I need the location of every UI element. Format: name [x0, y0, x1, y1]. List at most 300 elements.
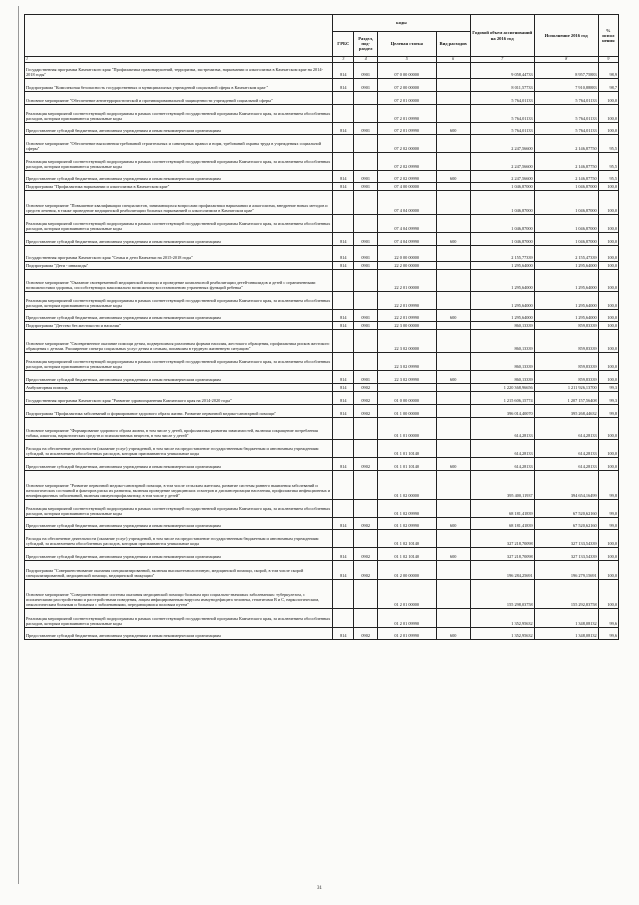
- row-grbs: 814: [333, 627, 354, 639]
- row-percent: 99,8: [598, 470, 618, 499]
- row-grbs: 814: [333, 547, 354, 560]
- row-annual-volume: 155 298,03758: [470, 579, 534, 608]
- column-number: 5: [377, 57, 436, 63]
- table-row: [25, 62, 619, 78]
- row-expense-type: [436, 329, 470, 352]
- row-execution: 1 046,87000: [534, 214, 598, 232]
- row-section: [354, 291, 377, 309]
- row-percent: 100,0: [598, 122, 618, 134]
- row-section: 0902: [354, 404, 377, 417]
- row-section: [354, 499, 377, 517]
- row-target-article: 07 2 00 00000: [377, 78, 436, 91]
- table-row: [25, 170, 619, 182]
- row-execution: 2 146,87750: [534, 170, 598, 182]
- row-execution: 67 520,62160: [534, 499, 598, 517]
- row-execution: 1 295,64000: [534, 309, 598, 321]
- row-percent: 100,0: [598, 529, 618, 547]
- row-annual-volume: 1 295,64000: [470, 269, 534, 291]
- expense-type-header: Вид расходов: [436, 31, 470, 57]
- row-execution: 1 046,87000: [534, 182, 598, 190]
- row-annual-volume: 1 295,64000: [470, 309, 534, 321]
- row-target-article: [377, 383, 436, 391]
- row-percent: 100,0: [598, 269, 618, 291]
- row-target-article: 01 1 02 00000: [377, 470, 436, 499]
- row-section: [354, 529, 377, 547]
- row-name: Предоставление субсидий бюджетным, автономным учреждениям и иным некоммерческим организациям: [25, 170, 333, 182]
- table-row: [25, 182, 619, 190]
- table-row: [25, 190, 619, 214]
- row-target-article: 22 2 00 00000: [377, 261, 436, 269]
- row-name: Предоставление субсидий бюджетным, автономным учреждениям и иным некоммерческим организациям: [25, 547, 333, 560]
- row-section: [354, 190, 377, 214]
- row-grbs: 814: [333, 517, 354, 529]
- row-percent: 100,0: [598, 417, 618, 439]
- row-section: 0901: [354, 370, 377, 383]
- row-grbs: 814: [333, 391, 354, 404]
- row-annual-volume: 395 400,11937: [470, 470, 534, 499]
- row-expense-type: [436, 560, 470, 579]
- row-grbs: 814: [333, 309, 354, 321]
- row-section: 0901: [354, 245, 377, 261]
- row-execution: 1 348,08132: [534, 608, 598, 627]
- row-execution: 859,83339: [534, 370, 598, 383]
- row-target-article: 07 4 00 00000: [377, 182, 436, 190]
- row-execution: 395 268,44632: [534, 404, 598, 417]
- row-expense-type: 600: [436, 170, 470, 182]
- row-target-article: 22 3 00 00000: [377, 321, 436, 329]
- row-execution: 1 046,87000: [534, 232, 598, 245]
- table-row: [25, 391, 619, 404]
- row-target-article: 07 2 01 00000: [377, 91, 436, 104]
- table-row: [25, 608, 619, 627]
- row-section: 0901: [354, 182, 377, 190]
- row-target-article: 01 2 01 00000: [377, 579, 436, 608]
- row-grbs: 814: [333, 261, 354, 269]
- row-target-article: 01 2 01 09990: [377, 627, 436, 639]
- table-body: [25, 62, 619, 639]
- row-target-article: 01 1 01 10140: [377, 439, 436, 457]
- grbs-header: ГРБС: [333, 31, 354, 57]
- row-name: Государственная программа Камчатского края "Профилактика правонарушений, терроризма, экстремизма, наркомании и алкоголизма в Камчатском крае на 2014-2018 годы": [25, 62, 333, 78]
- annual-volume-header: Годовой объем ассигнований на 2016 год: [470, 15, 534, 57]
- row-name: Предоставление субсидий бюджетным, автономным учреждениям и иным некоммерческим организациям: [25, 457, 333, 470]
- column-number: 6: [436, 57, 470, 63]
- table-row: [25, 122, 619, 134]
- row-name: Основное мероприятие "Формирование здорового образа жизни, в том числе у детей, профилактика развития зависимостей, включая сокращение потребления табака, алкоголя, наркотических средств и психоактивных веществ, в том числе у детей": [25, 417, 333, 439]
- row-annual-volume: 614,28133: [470, 457, 534, 470]
- row-target-article: 07 4 04 00000: [377, 190, 436, 214]
- row-grbs: [333, 329, 354, 352]
- row-execution: 1 207 157,56408: [534, 391, 598, 404]
- table-row: [25, 309, 619, 321]
- row-name: Расходы на обеспечение деятельности (оказание услуг) учреждений, в том числе на предоставление государственным бюджетным и автономным учреждениям субсидий, за исключением обособленных расходов, которым присваиваются уникальные коды: [25, 529, 333, 547]
- row-annual-volume: 2 247,56600: [470, 152, 534, 170]
- row-section: 0901: [354, 78, 377, 91]
- row-grbs: [333, 91, 354, 104]
- row-expense-type: 600: [436, 309, 470, 321]
- row-execution: 7 910,88883: [534, 78, 598, 91]
- row-grbs: [333, 190, 354, 214]
- row-annual-volume: 1 352,95632: [470, 608, 534, 627]
- row-name: Предоставление субсидий бюджетным, автономным учреждениям и иным некоммерческим организациям: [25, 517, 333, 529]
- row-target-article: 22 0 00 00000: [377, 245, 436, 261]
- row-annual-volume: 196 284,25691: [470, 560, 534, 579]
- table-row: [25, 547, 619, 560]
- row-target-article: 07 0 00 00000: [377, 62, 436, 78]
- row-expense-type: [436, 383, 470, 391]
- row-annual-volume: 1 046,87000: [470, 214, 534, 232]
- row-annual-volume: 9 058,44733: [470, 62, 534, 78]
- row-grbs: [333, 152, 354, 170]
- row-grbs: [333, 470, 354, 499]
- row-target-article: 07 2 02 09990: [377, 152, 436, 170]
- row-target-article: 07 2 02 09990: [377, 170, 436, 182]
- row-section: [354, 269, 377, 291]
- row-annual-volume: 860,13339: [470, 321, 534, 329]
- row-section: 0901: [354, 170, 377, 182]
- row-execution: 67 520,62160: [534, 517, 598, 529]
- row-percent: 100,0: [598, 291, 618, 309]
- row-percent: 100,0: [598, 182, 618, 190]
- column-number: 7: [470, 57, 534, 63]
- row-grbs: 814: [333, 370, 354, 383]
- row-name: Основное мероприятие "Совершенствование системы оказания медицинской помощи больным при социально-значимых заболеваниях: туберкулезом, с психическими расстройствами и расстройствами поведения, лицам инфицированным вирусом иммунодефицита человека, гепатитами В и С, наркологическим, онкологическим больным и больным с заболеваниями, передающимися половым путем": [25, 579, 333, 608]
- row-execution: 859,83339: [534, 329, 598, 352]
- row-execution: 859,83339: [534, 352, 598, 370]
- row-section: 0902: [354, 457, 377, 470]
- row-expense-type: 600: [436, 547, 470, 560]
- row-execution: 2 155,47339: [534, 245, 598, 261]
- row-percent: 100,0: [598, 104, 618, 122]
- row-target-article: 07 4 04 09990: [377, 232, 436, 245]
- row-target-article: 01 2 00 00000: [377, 560, 436, 579]
- row-name: Основное мероприятие "Обеспечение антитеррористической и противокриминальной защищенности учреждений социальной сферы": [25, 91, 333, 104]
- table-row: [25, 152, 619, 170]
- row-target-article: 01 1 00 00000: [377, 404, 436, 417]
- row-expense-type: [436, 190, 470, 214]
- row-percent: 100,0: [598, 370, 618, 383]
- row-execution: 1 211 926,13700: [534, 383, 598, 391]
- row-expense-type: [436, 404, 470, 417]
- row-target-article: 01 1 02 09990: [377, 499, 436, 517]
- row-name: Реализация мероприятий соответствующей подпрограммы в рамках соответствующей государственной программы Камчатского края, за исключением обособленных расходов, которым присваиваются уникальные коды: [25, 499, 333, 517]
- row-execution: 196 279,15691: [534, 560, 598, 579]
- row-execution: 8 957,75883: [534, 62, 598, 78]
- page-number: 31: [317, 886, 322, 891]
- row-name: Государственная программа Камчатского края "Семья и дети Камчатки на 2015-2018 годы": [25, 245, 333, 261]
- table-row: [25, 439, 619, 457]
- row-target-article: 22 2 01 00000: [377, 269, 436, 291]
- table-row: [25, 579, 619, 608]
- row-percent: 100,0: [598, 245, 618, 261]
- column-number: 1: [25, 57, 333, 63]
- row-annual-volume: 1 046,87000: [470, 190, 534, 214]
- row-execution: 614,28133: [534, 457, 598, 470]
- row-percent: 100,0: [598, 261, 618, 269]
- row-annual-volume: 5 764,01133: [470, 91, 534, 104]
- table-row: [25, 517, 619, 529]
- table-row: [25, 245, 619, 261]
- row-grbs: 814: [333, 245, 354, 261]
- row-annual-volume: 396 014,40070: [470, 404, 534, 417]
- row-annual-volume: 1 046,87000: [470, 182, 534, 190]
- row-grbs: 814: [333, 404, 354, 417]
- row-section: 0901: [354, 62, 377, 78]
- row-name: Предоставление субсидий бюджетным, автономным учреждениям и иным некоммерческим организациям: [25, 122, 333, 134]
- row-percent: 99,0: [598, 517, 618, 529]
- row-name: Предоставление субсидий бюджетным, автономным учреждениям и иным некоммерческим организациям: [25, 370, 333, 383]
- row-execution: 5 764,01133: [534, 91, 598, 104]
- row-execution: 614,28133: [534, 439, 598, 457]
- row-section: 0901: [354, 232, 377, 245]
- row-expense-type: [436, 261, 470, 269]
- row-percent: 98,7: [598, 78, 618, 91]
- row-section: 0901: [354, 122, 377, 134]
- row-expense-type: [436, 321, 470, 329]
- row-section: [354, 152, 377, 170]
- row-annual-volume: 68 181,41839: [470, 517, 534, 529]
- row-grbs: [333, 439, 354, 457]
- row-grbs: 814: [333, 232, 354, 245]
- row-name: Реализация мероприятий соответствующей подпрограммы в рамках соответствующей государственной программы Камчатского края, за исключением обособленных расходов, которым присваиваются уникальные коды: [25, 152, 333, 170]
- row-target-article: 01 1 02 09990: [377, 517, 436, 529]
- table-row: [25, 261, 619, 269]
- row-expense-type: [436, 499, 470, 517]
- row-expense-type: [436, 608, 470, 627]
- row-name: Реализация мероприятий соответствующей подпрограммы в рамках соответствующей государственной программы Камчатского края, за исключением обособленных расходов, которым присваиваются уникальные коды: [25, 104, 333, 122]
- row-expense-type: [436, 529, 470, 547]
- row-execution: 5 764,01133: [534, 122, 598, 134]
- row-execution: 2 146,87750: [534, 152, 598, 170]
- row-percent: 100,0: [598, 560, 618, 579]
- row-name: Основное мероприятие "Оказание своевременной медицинской помощи и проведение комплексной реабилитации детей-инвалидов и детей с ограниченными возможностями здоровья, способствующих максимально возможному восстановлению утраченных функций ребенка": [25, 269, 333, 291]
- row-percent: 100,0: [598, 232, 618, 245]
- table-row: [25, 529, 619, 547]
- row-section: [354, 134, 377, 152]
- row-expense-type: 600: [436, 627, 470, 639]
- row-grbs: [333, 269, 354, 291]
- row-target-article: 22 2 01 09990: [377, 309, 436, 321]
- row-annual-volume: 1 215 606,15774: [470, 391, 534, 404]
- binding-margin-line: [18, 6, 19, 884]
- row-percent: 98,9: [598, 62, 618, 78]
- row-expense-type: [436, 214, 470, 232]
- row-grbs: 814: [333, 170, 354, 182]
- row-annual-volume: 327 218,70098: [470, 547, 534, 560]
- row-grbs: [333, 291, 354, 309]
- row-grbs: 814: [333, 78, 354, 91]
- row-execution: 327 133,54339: [534, 529, 598, 547]
- table-row: [25, 470, 619, 499]
- row-grbs: 814: [333, 321, 354, 329]
- row-percent: 100,0: [598, 547, 618, 560]
- row-grbs: [333, 214, 354, 232]
- row-expense-type: [436, 579, 470, 608]
- table-row: [25, 417, 619, 439]
- row-section: 0902: [354, 560, 377, 579]
- row-grbs: [333, 104, 354, 122]
- row-target-article: 07 4 04 09990: [377, 214, 436, 232]
- row-section: [354, 579, 377, 608]
- table-row: [25, 560, 619, 579]
- row-name: Реализация мероприятий соответствующей подпрограммы в рамках соответствующей государственной программы Камчатского края, за исключением обособленных расходов, которым присваиваются уникальные коды: [25, 214, 333, 232]
- row-name: Основное мероприятие "Повышение квалификации специалистов, занимающихся вопросами профилактики наркомании и алкоголизма, внедрение новых методов и средств лечения, в также проведение медицинской реабилитации больных наркоманией и алкоголизмом в Камчатском крае": [25, 190, 333, 214]
- table-row: [25, 134, 619, 152]
- row-name: Подпрограмма "Дети - инвалиды": [25, 261, 333, 269]
- table-row: [25, 104, 619, 122]
- row-expense-type: 600: [436, 232, 470, 245]
- table-row: [25, 370, 619, 383]
- row-target-article: 22 3 02 09990: [377, 352, 436, 370]
- row-section: 0902: [354, 517, 377, 529]
- row-percent: 100,0: [598, 214, 618, 232]
- row-section: [354, 91, 377, 104]
- row-execution: 859,83339: [534, 321, 598, 329]
- row-target-article: 01 1 02 10140: [377, 529, 436, 547]
- row-percent: 100,0: [598, 91, 618, 104]
- row-annual-volume: 327 218,70098: [470, 529, 534, 547]
- row-target-article: 01 1 02 10140: [377, 547, 436, 560]
- row-name: Подпрограмма "Совершенствование оказания специализированной, включая высокотехнологичную, медицинской помощи, скорой, в том числе скорой специализированной, медицинской помощи, медицинской эвакуации": [25, 560, 333, 579]
- row-grbs: [333, 608, 354, 627]
- row-grbs: 814: [333, 457, 354, 470]
- row-name: Подпрограмма "Профилактика заболеваний и формирование здорового образа жизни. Развитие первичной медико-санитарной помощи": [25, 404, 333, 417]
- row-name: Предоставление субсидий бюджетным, автономным учреждениям и иным некоммерческим организациям: [25, 309, 333, 321]
- row-percent: 99,0: [598, 499, 618, 517]
- row-expense-type: [436, 391, 470, 404]
- row-expense-type: [436, 152, 470, 170]
- row-target-article: 07 2 02 00000: [377, 134, 436, 152]
- row-execution: 5 764,01133: [534, 104, 598, 122]
- row-expense-type: [436, 134, 470, 152]
- row-section: [354, 104, 377, 122]
- row-section: [354, 470, 377, 499]
- section-header: Раздел, под-раздел: [354, 31, 377, 57]
- row-expense-type: [436, 104, 470, 122]
- row-grbs: [333, 134, 354, 152]
- column-number: 4: [354, 57, 377, 63]
- table-row: [25, 457, 619, 470]
- row-target-article: 01 1 01 10140: [377, 457, 436, 470]
- row-percent: 95,5: [598, 134, 618, 152]
- row-annual-volume: 860,13339: [470, 352, 534, 370]
- table-row: [25, 91, 619, 104]
- column-number: 3: [333, 57, 354, 63]
- row-annual-volume: 5 764,01133: [470, 122, 534, 134]
- row-execution: 1 295,64000: [534, 269, 598, 291]
- target-article-header: Целевая статья: [377, 31, 436, 57]
- row-expense-type: 600: [436, 457, 470, 470]
- row-annual-volume: 1 046,87000: [470, 232, 534, 245]
- codes-group-header: коды: [333, 15, 471, 32]
- row-name: Подпрограмма "Профилактика наркомании и алкоголизма в Камчатском крае": [25, 182, 333, 190]
- execution-header: Исполнение 2016 год: [534, 15, 598, 57]
- row-section: 0901: [354, 261, 377, 269]
- row-percent: 99,6: [598, 608, 618, 627]
- row-name: Подпрограмма "Комплексная безопасность государственных и муниципальных учреждений социальной сферы в Камчатском крае ": [25, 78, 333, 91]
- row-annual-volume: 860,13339: [470, 329, 534, 352]
- row-expense-type: [436, 470, 470, 499]
- row-target-article: 22 3 02 00000: [377, 329, 436, 352]
- row-expense-type: [436, 62, 470, 78]
- row-target-article: 22 3 02 09990: [377, 370, 436, 383]
- row-percent: 99,8: [598, 404, 618, 417]
- row-name: Реализация мероприятий соответствующей подпрограммы в рамках соответствующей государственной программы Камчатского края, за исключением обособленных расходов, которым присваиваются уникальные коды: [25, 291, 333, 309]
- row-expense-type: 600: [436, 370, 470, 383]
- row-annual-volume: 1 220 368,96656: [470, 383, 534, 391]
- row-execution: 394 654,16499: [534, 470, 598, 499]
- row-section: 0901: [354, 321, 377, 329]
- name-column-header: [25, 15, 333, 57]
- row-percent: 100,0: [598, 321, 618, 329]
- percent-header: % испол нения: [598, 15, 618, 57]
- table-row: [25, 269, 619, 291]
- row-annual-volume: 614,28133: [470, 417, 534, 439]
- table-row: [25, 321, 619, 329]
- row-expense-type: [436, 78, 470, 91]
- row-grbs: 814: [333, 182, 354, 190]
- row-annual-volume: 1 352,95632: [470, 627, 534, 639]
- row-target-article: 22 2 01 09990: [377, 291, 436, 309]
- table-row: [25, 78, 619, 91]
- row-section: [354, 214, 377, 232]
- row-execution: 155 292,83758: [534, 579, 598, 608]
- row-expense-type: [436, 417, 470, 439]
- table-header: [25, 15, 619, 63]
- row-name: Предоставление субсидий бюджетным, автономным учреждениям и иным некоммерческим организациям: [25, 627, 333, 639]
- row-expense-type: 600: [436, 517, 470, 529]
- row-name: Основное мероприятие "Развитие первичной медико-санитарной помощи, в том числе сельским жителям, развитие системы раннего выявления заболеваний и патологических состояний и факторов риска их развития, включая проведение медицинских осмотров и диспансеризации населения, профилактика инфекционных и неинфекционных заболеваний, включая иммунопрофилактику, в том числе у детей": [25, 470, 333, 499]
- row-annual-volume: 1 295,64000: [470, 291, 534, 309]
- row-annual-volume: 8 011,57733: [470, 78, 534, 91]
- table-row: [25, 404, 619, 417]
- row-grbs: [333, 579, 354, 608]
- row-execution: 614,28133: [534, 417, 598, 439]
- row-annual-volume: 860,13339: [470, 370, 534, 383]
- row-percent: 99,3: [598, 391, 618, 404]
- row-section: [354, 329, 377, 352]
- row-expense-type: [436, 291, 470, 309]
- row-target-article: 07 2 01 09990: [377, 122, 436, 134]
- row-percent: 100,0: [598, 190, 618, 214]
- row-section: 0901: [354, 309, 377, 321]
- row-section: [354, 417, 377, 439]
- row-name: Реализация мероприятий соответствующей подпрограммы в рамках соответствующей государственной программы Камчатского края, за исключением обособленных расходов, которым присваиваются уникальные коды: [25, 352, 333, 370]
- row-expense-type: [436, 439, 470, 457]
- row-name: Основное мероприятие "Своевременное оказание помощи детям, подвергшимся различным формам насилия, жестокого обращения, профилактика рисков жестокого обращения с детьми. Расширение спектра социальных услуг детям и семьям, попавшим в трудную жизненную ситуацию": [25, 329, 333, 352]
- row-section: [354, 352, 377, 370]
- row-execution: 1 348,08132: [534, 627, 598, 639]
- row-expense-type: [436, 269, 470, 291]
- row-name: Основное мероприятие "Обеспечение выполнения требований строительных и санитарных правил и норм, требований охраны труда в учреждениях социальной сферы": [25, 134, 333, 152]
- row-annual-volume: 614,28133: [470, 439, 534, 457]
- table-row: [25, 232, 619, 245]
- row-annual-volume: 1 295,64000: [470, 261, 534, 269]
- column-number: 8: [534, 57, 598, 63]
- row-grbs: 814: [333, 62, 354, 78]
- row-percent: 100,0: [598, 439, 618, 457]
- row-execution: 1 046,87000: [534, 190, 598, 214]
- row-name: Реализация мероприятий соответствующей подпрограммы в рамках соответствующей государственной программы Камчатского края, за исключением обособленных расходов, которым присваиваются уникальные коды: [25, 608, 333, 627]
- row-percent: 100,0: [598, 579, 618, 608]
- row-percent: 95,5: [598, 152, 618, 170]
- row-target-article: 01 1 01 00000: [377, 417, 436, 439]
- row-target-article: 07 2 01 09990: [377, 104, 436, 122]
- row-expense-type: [436, 245, 470, 261]
- row-annual-volume: 2 247,56600: [470, 170, 534, 182]
- row-expense-type: [436, 352, 470, 370]
- row-execution: 327 133,54339: [534, 547, 598, 560]
